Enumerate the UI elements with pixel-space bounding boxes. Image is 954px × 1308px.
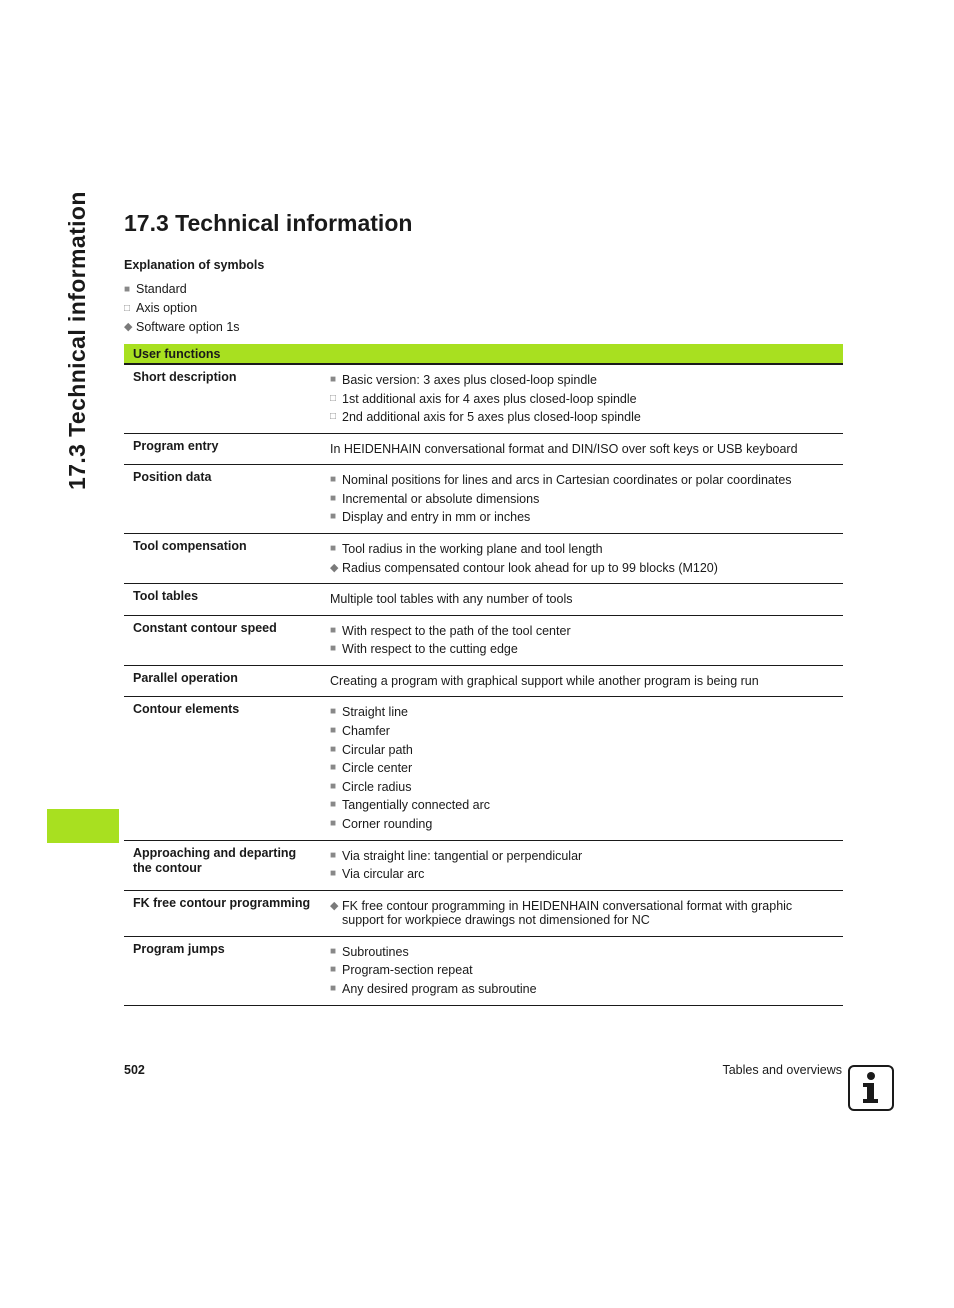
row-value [327, 534, 843, 584]
table-row [124, 615, 843, 665]
row-value [327, 840, 843, 890]
legend-label: Standard [136, 282, 187, 296]
row-text-content: In HEIDENHAIN conversational format and DIN/ISO over soft keys or USB keyboard [330, 441, 798, 456]
footer-section-title: Tables and overviews [722, 1063, 842, 1077]
filled-square-icon: ■ [330, 849, 337, 861]
table-header: User functions [124, 344, 843, 364]
list-item-text: Display and entry in mm or inches [342, 510, 531, 525]
empty-square-icon: □ [330, 392, 337, 404]
row-text-content: Multiple tool tables with any number of tools [330, 592, 573, 607]
filled-square-icon: ■ [124, 284, 131, 295]
list-item [330, 778, 834, 797]
table-body [124, 364, 843, 1005]
list-item-text: Via straight line: tangential or perpendicular [342, 848, 583, 863]
list-item-text: Corner rounding [342, 817, 433, 831]
filled-square-icon: ■ [330, 762, 337, 774]
list-item [330, 559, 834, 578]
list-item-text: Via circular arc [342, 867, 425, 882]
list-item-text: With respect to the cutting edge [342, 642, 518, 657]
legend-item-axis-option [124, 299, 240, 318]
list-item-text: Any desired program as subroutine [342, 981, 537, 996]
chapter-tab [47, 809, 119, 843]
list-item [330, 865, 834, 884]
list-item [330, 847, 834, 866]
list-item [330, 980, 834, 999]
table-row [124, 364, 843, 433]
filled-square-icon: ■ [330, 799, 337, 811]
list-item [330, 490, 834, 509]
filled-square-icon: ■ [330, 982, 337, 994]
list-item [330, 741, 834, 760]
filled-square-icon: ■ [330, 964, 337, 976]
list-item-text: Circle center [342, 761, 413, 776]
list-item-text: Nominal positions for lines and arcs in Cartesian coordinates or polar coordinates [342, 473, 792, 488]
table-row [124, 840, 843, 890]
table-row [124, 697, 843, 840]
filled-square-icon: ■ [330, 624, 337, 636]
side-title: 17.3 Technical information [64, 191, 90, 490]
row-label: FK free contour programming [124, 890, 327, 936]
legend-item-standard [124, 280, 240, 299]
legend-heading: Explanation of symbols [124, 258, 265, 272]
diamond-icon: ◆ [330, 899, 339, 912]
list-item-text: Tangentially connected arc [342, 798, 491, 813]
legend-label: Axis option [136, 301, 198, 315]
list-item [330, 408, 834, 427]
list-item-text: Tool radius in the working plane and tool length [342, 542, 603, 557]
list-item [330, 390, 834, 409]
table-row [124, 534, 843, 584]
list-item-text: FK free contour programming in HEIDENHAIN conversational format with graphic support for workpiece drawings not dimensioned for NC [342, 898, 793, 928]
table-row [124, 890, 843, 936]
row-label: Approaching and departing the contour [124, 840, 327, 890]
filled-square-icon: ■ [330, 743, 337, 755]
row-text-content: Creating a program with graphical support while another program is being run [330, 673, 759, 688]
row-value [327, 936, 843, 1005]
info-glyph [850, 1067, 892, 1109]
user-functions-table [124, 344, 843, 1006]
table-row [124, 584, 843, 616]
filled-square-icon: ■ [330, 725, 337, 737]
list-item [330, 508, 834, 527]
filled-square-icon: ■ [330, 868, 337, 880]
row-value [327, 665, 843, 697]
row-label: Contour elements [124, 697, 327, 840]
filled-square-icon: ■ [330, 643, 337, 655]
row-value [327, 697, 843, 840]
row-value [327, 465, 843, 534]
list-item-text: Program-section repeat [342, 963, 473, 978]
legend-label: Software option 1s [136, 320, 240, 334]
list-item [330, 815, 834, 834]
row-value [327, 890, 843, 936]
table-row [124, 665, 843, 697]
list-item [330, 640, 834, 659]
filled-square-icon: ■ [330, 543, 337, 555]
list-item-text: Straight line [342, 705, 409, 720]
row-value [327, 364, 843, 433]
list-item-text: 1st additional axis for 4 axes plus closed-loop spindle [342, 391, 637, 406]
filled-square-icon: ■ [330, 818, 337, 829]
row-label: Short description [124, 364, 327, 433]
list-item [330, 703, 834, 722]
list-item [330, 371, 834, 390]
table-header-row [124, 344, 843, 364]
list-item-text: Subroutines [342, 944, 409, 959]
list-item [330, 722, 834, 741]
list-item-text: Circle radius [342, 779, 412, 794]
list-item-text: Radius compensated contour look ahead for up to 99 blocks (M120) [342, 560, 718, 575]
row-value [327, 615, 843, 665]
row-value [327, 584, 843, 616]
list-item [330, 540, 834, 559]
list-item [330, 961, 834, 980]
list-item-text: Chamfer [342, 724, 390, 739]
row-text [330, 440, 834, 459]
table-row [124, 465, 843, 534]
row-label: Constant contour speed [124, 615, 327, 665]
info-icon [848, 1065, 894, 1111]
diamond-icon: ◆ [330, 561, 339, 574]
symbol-legend [124, 280, 240, 337]
row-label: Program entry [124, 433, 327, 465]
row-label: Program jumps [124, 936, 327, 1005]
list-item [330, 943, 834, 962]
list-item-text: Incremental or absolute dimensions [342, 491, 540, 506]
page-title: 17.3 Technical information [124, 210, 413, 236]
row-value [327, 433, 843, 465]
filled-square-icon: ■ [330, 511, 337, 523]
list-item-text: 2nd additional axis for 5 axes plus closed-loop spindle [342, 410, 641, 425]
list-item [330, 796, 834, 815]
filled-square-icon: ■ [330, 474, 337, 486]
list-item-text: Circular path [342, 742, 413, 757]
filled-square-icon: ■ [330, 492, 337, 504]
legend-item-software-option [124, 318, 240, 337]
filled-square-icon: ■ [330, 706, 337, 718]
filled-square-icon: ■ [330, 780, 337, 792]
table-row [124, 936, 843, 1005]
list-item [330, 471, 834, 490]
row-label: Parallel operation [124, 665, 327, 697]
diamond-icon: ◆ [124, 321, 133, 333]
empty-square-icon: □ [330, 411, 337, 423]
filled-square-icon: ■ [330, 945, 337, 957]
table-row [124, 433, 843, 465]
list-item-text: Basic version: 3 axes plus closed-loop spindle [342, 373, 597, 387]
row-text [330, 672, 834, 691]
row-label: Tool tables [124, 584, 327, 616]
row-label: Tool compensation [124, 534, 327, 584]
list-item [330, 759, 834, 778]
row-text [330, 590, 834, 609]
list-item [330, 897, 834, 930]
row-label: Position data [124, 465, 327, 534]
list-item [330, 622, 834, 641]
filled-square-icon: ■ [330, 374, 337, 385]
list-item-text: With respect to the path of the tool center [342, 623, 571, 638]
empty-square-icon: □ [124, 303, 131, 314]
page-number: 502 [124, 1063, 145, 1077]
